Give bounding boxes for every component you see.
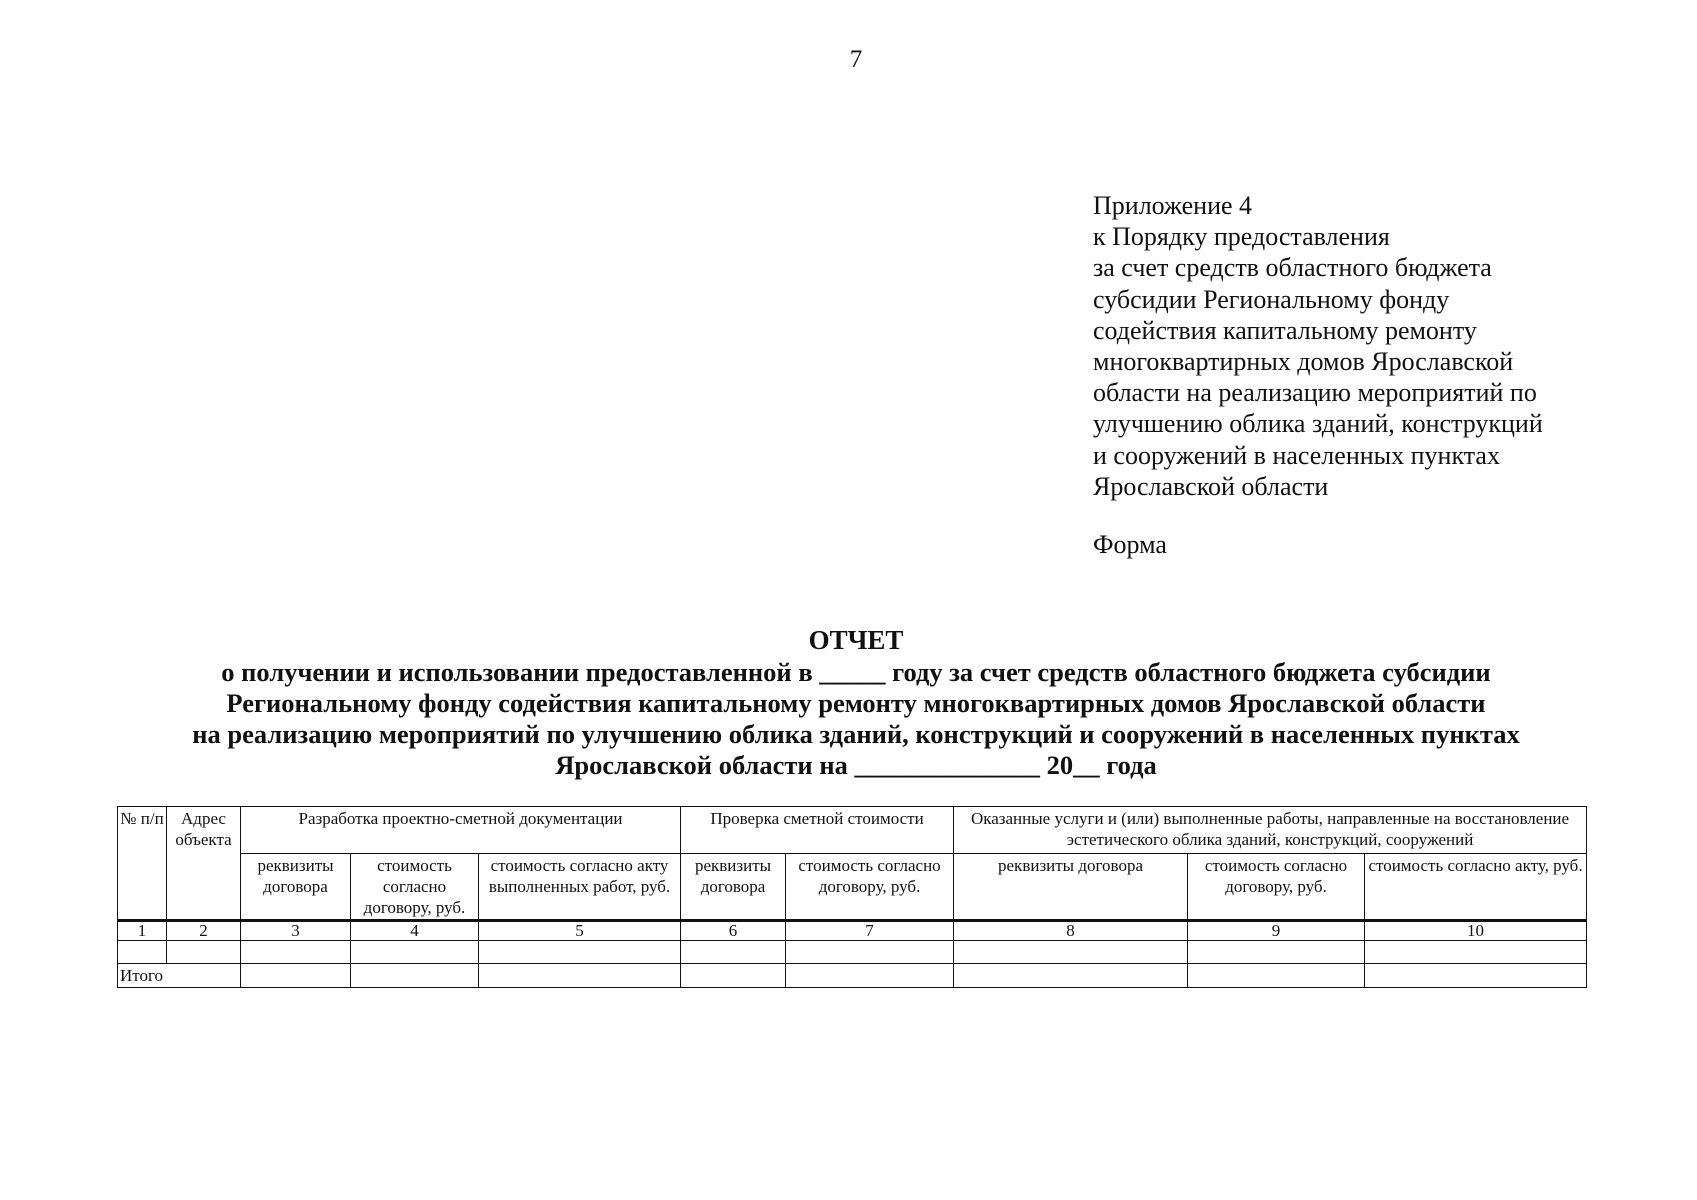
total-label: Итого	[118, 964, 241, 988]
column-number: 8	[954, 921, 1188, 941]
subheader-cell: реквизиты договора	[681, 854, 786, 921]
column-number: 2	[167, 921, 241, 941]
table-cell	[118, 941, 167, 964]
subtitle-line: о получении и использовании предоставленной в _____ году за счет средств областного бюджета субсидии	[221, 657, 1491, 687]
subheader-cell: стоимость согласно акту, руб.	[1365, 854, 1587, 921]
subtitle-line: на реализацию мероприятий по улучшению облика зданий, конструкций и сооружений в населенных пунктах	[192, 719, 1520, 749]
form-label: Форма	[1093, 530, 1167, 559]
column-number: 7	[786, 921, 954, 941]
report-table	[117, 806, 1587, 988]
appendix-line: содействия капитальному ремонту	[1093, 315, 1477, 345]
page-number: 7	[849, 46, 863, 73]
appendix-line: многоквартирных домов Ярославской	[1093, 347, 1514, 377]
table-cell	[479, 941, 681, 964]
header-row-2	[118, 854, 1587, 921]
table-cell	[681, 941, 786, 964]
group-design-header: Разработка проектно-сметной документации	[241, 807, 681, 854]
table-cell	[351, 964, 479, 988]
table-cell	[1365, 941, 1587, 964]
table-cell	[241, 964, 351, 988]
group-services-header: Оказанные услуги и (или) выполненные работы, направленные на восстановление эстетического облика зданий, конструкций, сооружений	[954, 807, 1587, 854]
table-cell	[167, 941, 241, 964]
subheader-cell: стоимость согласно договору, руб.	[786, 854, 954, 921]
table-cell	[351, 941, 479, 964]
table-cell	[1188, 941, 1365, 964]
table-cell	[1365, 964, 1587, 988]
column-numbers-row	[118, 921, 1587, 941]
table-cell	[479, 964, 681, 988]
appendix-line: области на реализацию мероприятий по	[1093, 378, 1537, 408]
appendix-line: и сооружений в населенных пунктах	[1093, 440, 1500, 470]
group-check-header: Проверка сметной стоимости	[681, 807, 954, 854]
subtitle-line: Ярославской области на ______________ 20__ года	[555, 750, 1157, 780]
col-number-header: № п/п	[118, 807, 167, 921]
subheader-cell: стоимость согласно договору, руб.	[351, 854, 479, 921]
column-number: 6	[681, 921, 786, 941]
header-row-1	[118, 807, 1587, 854]
column-number: 3	[241, 921, 351, 941]
column-number: 4	[351, 921, 479, 941]
subheader-cell: реквизиты договора	[241, 854, 351, 921]
report-subtitle	[0, 657, 1697, 781]
column-number: 10	[1365, 921, 1587, 941]
subheader-cell: стоимость согласно акту выполненных работ, руб.	[479, 854, 681, 921]
subheader-cell: стоимость согласно договору, руб.	[1188, 854, 1365, 921]
table-cell	[241, 941, 351, 964]
table-cell	[1188, 964, 1365, 988]
appendix-line: Приложение 4	[1093, 191, 1253, 220]
appendix-line: за счет средств областного бюджета	[1093, 253, 1492, 283]
table-row	[118, 941, 1587, 964]
column-number: 9	[1188, 921, 1365, 941]
total-row	[118, 964, 1587, 988]
table-cell	[954, 941, 1188, 964]
subtitle-line: Региональному фонду содействия капитальному ремонту многоквартирных домов Ярославской области	[226, 688, 1486, 718]
appendix-line: к Порядку предоставления	[1093, 222, 1390, 252]
report-title: ОТЧЕТ	[808, 625, 904, 655]
subheader-cell: реквизиты договора	[954, 854, 1188, 921]
col-address-header: Адрес объекта	[167, 807, 241, 921]
table-cell	[786, 941, 954, 964]
table-cell	[954, 964, 1188, 988]
appendix-line: Ярославской области	[1093, 471, 1329, 501]
table-cell	[681, 964, 786, 988]
appendix-line: субсидии Региональному фонду	[1093, 284, 1450, 314]
column-number: 1	[118, 921, 167, 941]
appendix-line: улучшению облика зданий, конструкций	[1093, 409, 1543, 439]
appendix-block	[1093, 190, 1543, 502]
table-cell	[786, 964, 954, 988]
column-number: 5	[479, 921, 681, 941]
